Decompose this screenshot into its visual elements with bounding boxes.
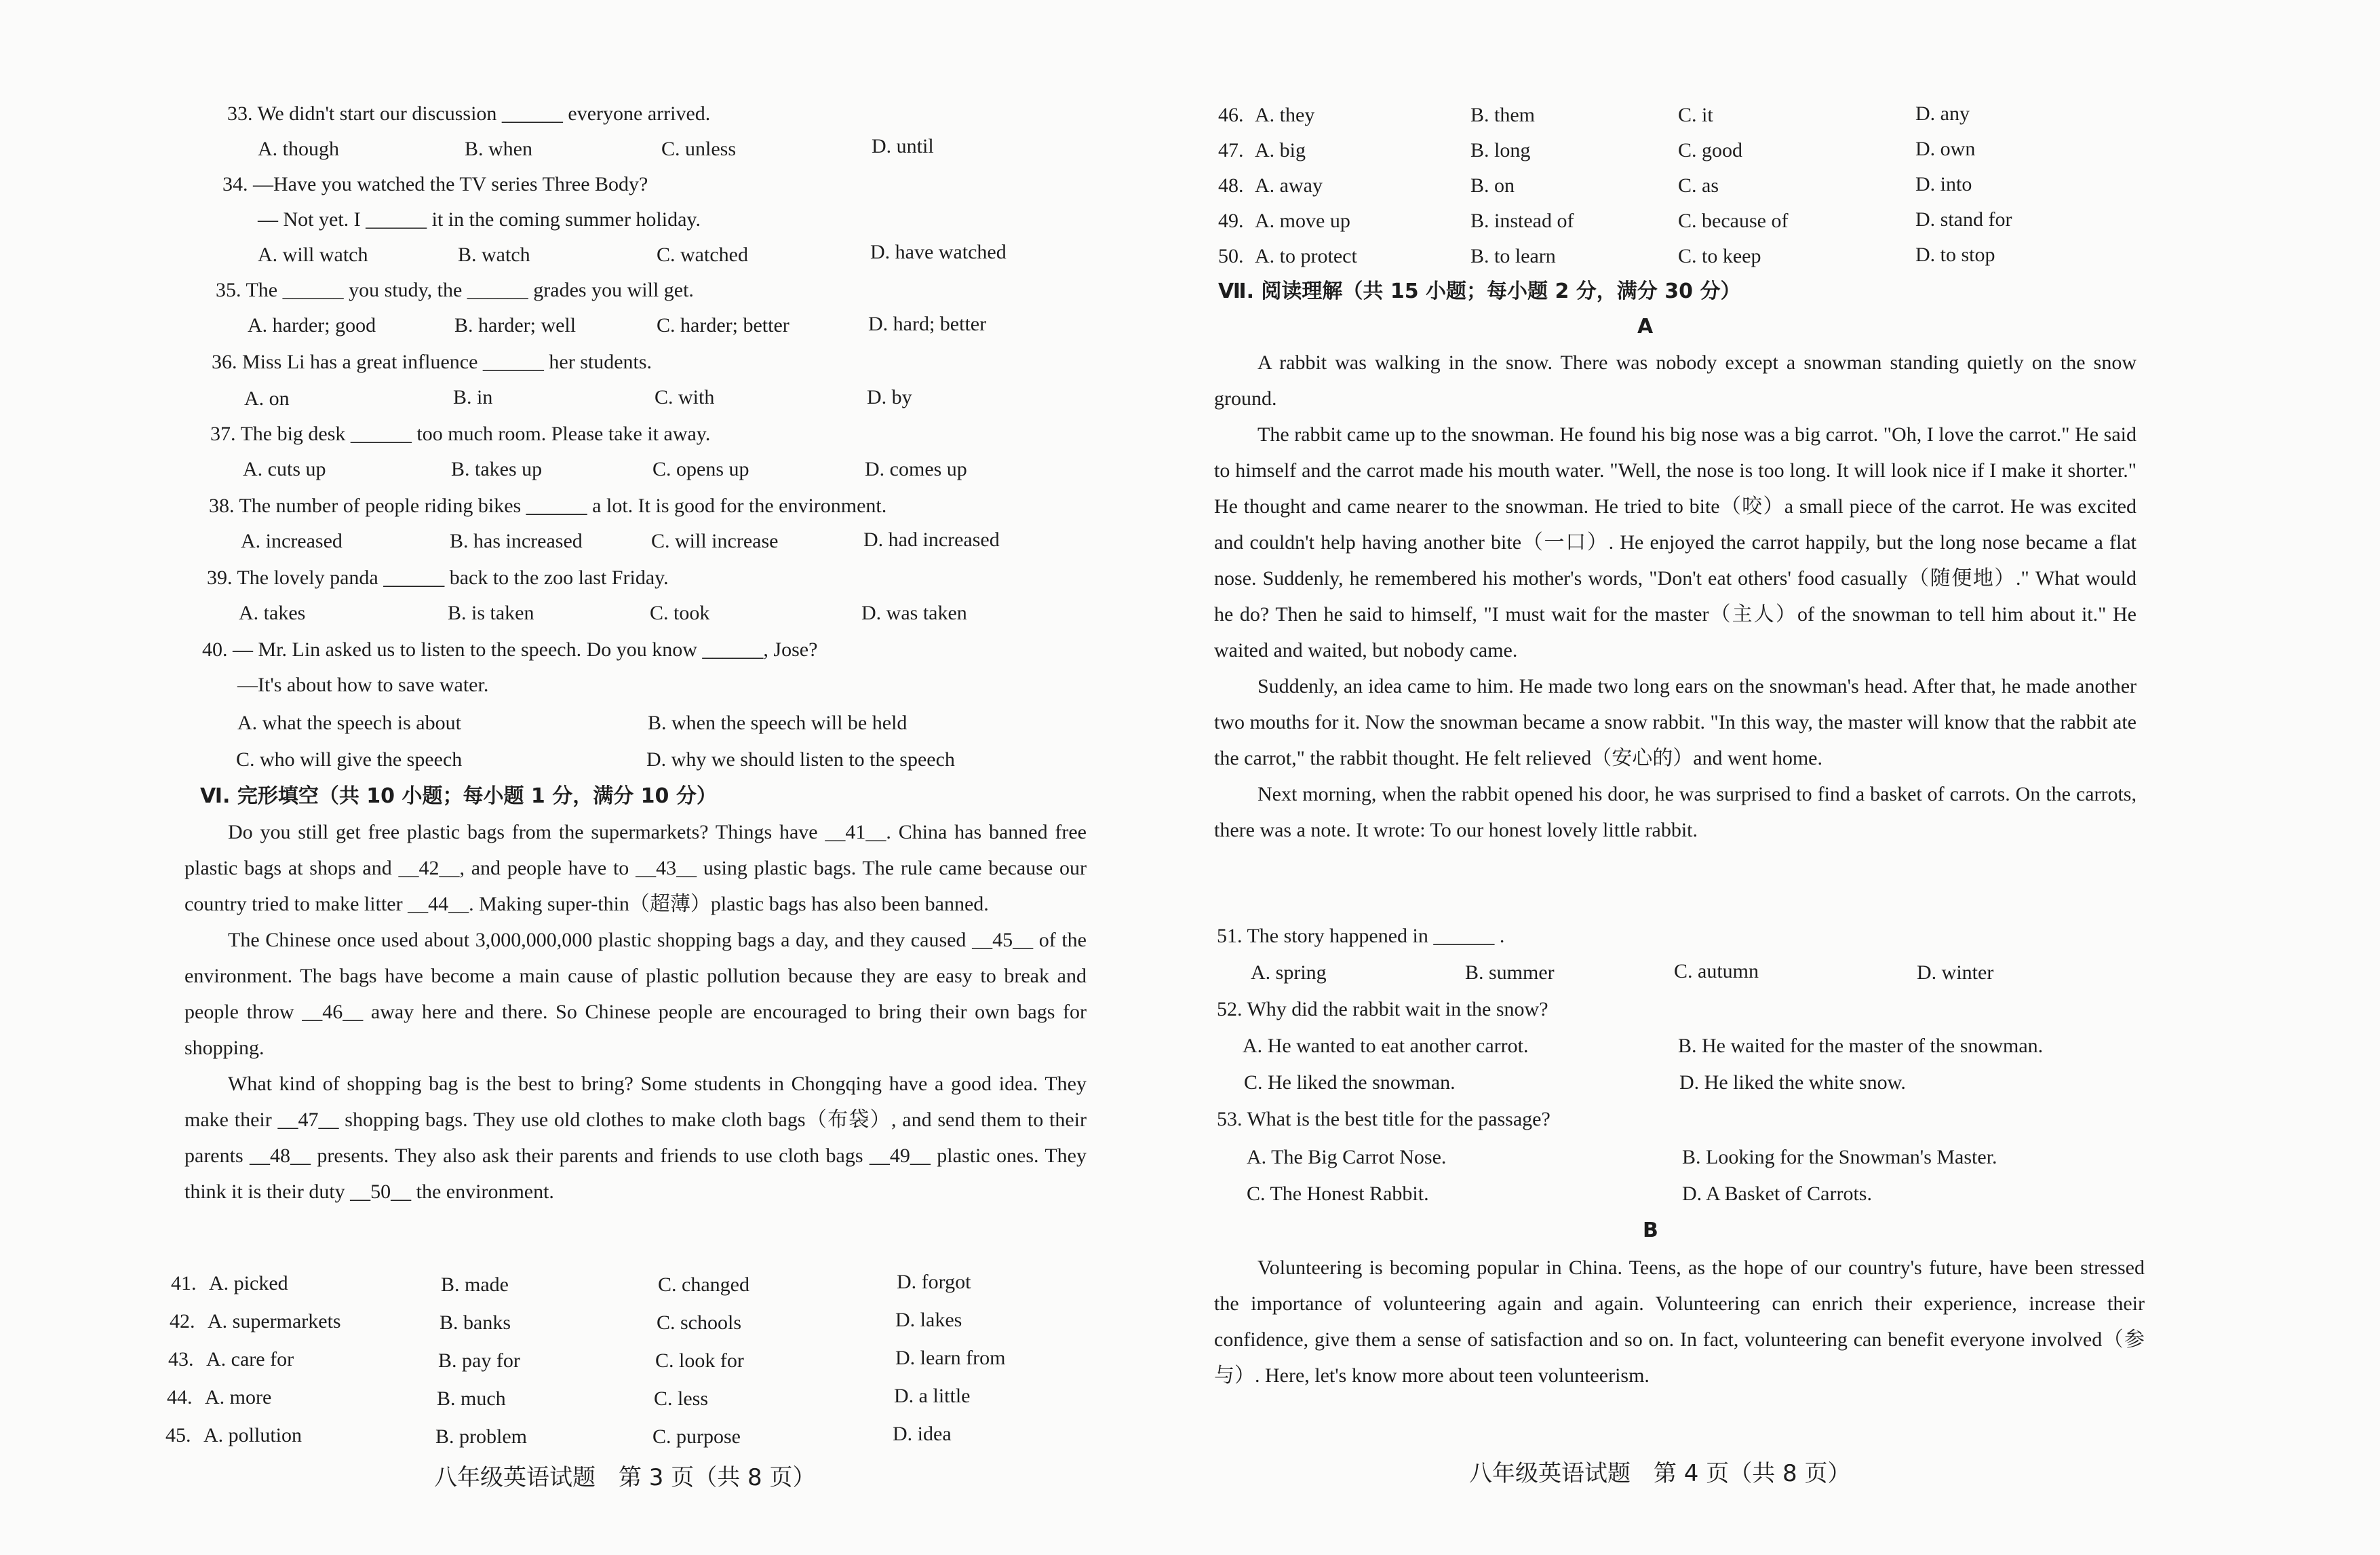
q43-number: 43.	[168, 1348, 194, 1370]
q50-option-a: A. to protect	[1255, 245, 1357, 267]
q42-option-d: D. lakes	[895, 1309, 962, 1331]
q43-option-b: B. pay for	[438, 1349, 520, 1372]
q47-option-a: A. big	[1255, 139, 1306, 161]
q47-option-c: C. good	[1678, 139, 1743, 161]
q51-option-a: A. spring	[1251, 961, 1327, 984]
q40-option-a: A. what the speech is about	[237, 712, 461, 734]
q37-option-c: C. opens up	[652, 458, 749, 480]
q45-option-b: B. problem	[435, 1425, 527, 1448]
q33-option-a: A. though	[258, 138, 339, 160]
q40-option-c: C. who will give the speech	[236, 748, 463, 771]
q45-number: 45.	[165, 1424, 191, 1446]
q52-option-b: B. He waited for the master of the snowman.	[1678, 1035, 2044, 1057]
q48-option-d: D. into	[1915, 173, 1972, 195]
q41-option-a: A. picked	[209, 1272, 288, 1294]
q33-option-b: B. when	[465, 138, 532, 160]
page-3-footer: 八年级英语试题 第 3 页（共 8 页）	[434, 1464, 816, 1491]
cloze-passage	[184, 814, 1087, 1210]
q48-option-b: B. on	[1470, 174, 1515, 197]
q34-option-b: B. watch	[458, 244, 530, 266]
q41-number: 41.	[171, 1272, 197, 1294]
q44-option-a: A. more	[205, 1386, 272, 1408]
q38-stem: 38. The number of people riding bikes ______ a lot. It is good for the environment.	[209, 495, 887, 517]
q51-option-b: B. summer	[1465, 961, 1555, 984]
q42-number: 42.	[170, 1310, 195, 1332]
q41-option-c: C. changed	[658, 1273, 749, 1296]
q46-option-b: B. them	[1470, 104, 1535, 126]
section-cloze-heading: Ⅵ. 完形填空（共 10 小题；每小题 1 分，满分 10 分）	[200, 784, 717, 808]
q35-stem: 35. The ______ you study, the ______ grades you will get.	[216, 279, 694, 301]
q36-stem: 36. Miss Li has a great influence ______ her students.	[212, 351, 652, 373]
q45-option-d: D. idea	[893, 1423, 952, 1445]
q40-option-b: B. when the speech will be held	[648, 712, 908, 734]
q49-option-d: D. stand for	[1915, 208, 2012, 231]
q43-option-a: A. care for	[206, 1348, 294, 1370]
q46-option-a: A. they	[1255, 104, 1315, 126]
cloze-paragraph-3: What kind of shopping bag is the best to bring? Some students in Chongqing have a good idea. They make their __47__ shopping bags. They use old clothes to make cloth bags（布袋）, and send them to their parents __48__ presents. They also ask their parents and friends to use cloth bags __49__ plastic ones. They think it is their duty __50__ the environment.	[184, 1073, 1087, 1203]
passage-a-paragraph-3: Suddenly, an idea came to him. He made two long ears on the snowman's head. After that, he made another two mouths for it. Now the snowman became a snow rabbit. "In this way, the master will know that the rabbit ate the carrot," the rabbit thought. He felt relieved（安心的）and went home.	[1214, 675, 2137, 769]
q42-option-a: A. supermarkets	[208, 1310, 341, 1332]
passage-a-paragraph-2: The rabbit came up to the snowman. He found his big nose was a big carrot. "Oh, I love the carrot." He said to himself and the carrot made his mouth water. "Well, the nose is too long. It will look nice if I make it shorter." He thought and came nearer to the snowman. He tried to bite（咬）a small piece of the carrot. He was excited and couldn't help having another bite（一口）. He enjoyed the carrot happily, but the long nose became a flat nose. Suddenly, he remembered his mother's words, "Don't eat others' food casually（随便地）." What would he do? Then he said to himself, "I must wait for the master（主人）of the snowman to tell him about it." He waited and waited, but nobody came.	[1214, 423, 2137, 661]
passage-a-paragraph-4: Next morning, when the rabbit opened his door, he was surprised to find a basket of carrots. On the carrots, there was a note. It wrote: To our honest lovely little rabbit.	[1214, 783, 2137, 841]
q36-option-d: D. by	[867, 386, 912, 408]
q40-stem: 40. — Mr. Lin asked us to listen to the speech. Do you know ______, Jose?	[202, 638, 818, 661]
q50-number: 50.	[1218, 245, 1244, 267]
q43-option-d: D. learn from	[895, 1347, 1006, 1369]
q36-option-b: B. in	[453, 386, 493, 408]
q33-option-d: D. until	[872, 135, 934, 157]
q33-stem: 33. We didn't start our discussion ______ everyone arrived.	[227, 102, 711, 125]
q43-option-c: C. look for	[655, 1349, 744, 1372]
passage-b-label: B	[1643, 1218, 1658, 1242]
q52-option-d: D. He liked the white snow.	[1679, 1071, 1906, 1094]
q39-option-c: C. took	[650, 602, 710, 624]
q34-option-d: D. have watched	[870, 241, 1007, 263]
q37-option-b: B. takes up	[451, 458, 543, 480]
q42-option-c: C. schools	[657, 1311, 742, 1334]
q52-option-a: A. He wanted to eat another carrot.	[1243, 1035, 1529, 1057]
q50-option-c: C. to keep	[1678, 245, 1761, 267]
q53-option-c: C. The Honest Rabbit.	[1247, 1183, 1429, 1205]
q35-option-c: C. harder; better	[657, 314, 789, 337]
passage-b-paragraph-1: Volunteering is becoming popular in China. Teens, as the hope of our country's future, have been stressed the importance of volunteering again and again. Volunteering can enrich their experience, increase their confidence, give them a sense of satisfaction and so on. In fact, volunteering can benefit everyone involved（参与）. Here, let's know more about teen volunteerism.	[1214, 1256, 2145, 1387]
q46-number: 46.	[1218, 104, 1244, 126]
q44-option-b: B. much	[437, 1387, 506, 1410]
q53-option-b: B. Looking for the Snowman's Master.	[1682, 1146, 1997, 1168]
q38-option-a: A. increased	[241, 530, 343, 552]
q34-stem: 34. —Have you watched the TV series Three Body?	[222, 173, 648, 195]
passage-a	[1214, 345, 2137, 848]
q49-number: 49.	[1218, 210, 1244, 232]
q47-option-d: D. own	[1915, 138, 1976, 160]
q41-option-d: D. forgot	[897, 1271, 971, 1293]
q50-option-b: B. to learn	[1470, 245, 1556, 267]
q38-option-c: C. will increase	[651, 530, 779, 552]
cloze-paragraph-1: Do you still get free plastic bags from the supermarkets? Things have __41__. China has banned free plastic bags at shops and __42__, and people have to __43__ using plastic bags. The rule came because our country tried to make litter __44__. Making super-thin（超薄）plastic bags has also been banned.	[184, 821, 1087, 915]
q34-stem-reply: — Not yet. I ______ it in the coming summer holiday.	[258, 208, 701, 231]
q34-option-a: A. will watch	[258, 244, 368, 266]
q40-stem-reply: —It's about how to save water.	[237, 674, 489, 696]
q39-stem: 39. The lovely panda ______ back to the zoo last Friday.	[207, 567, 669, 589]
q38-option-d: D. had increased	[863, 529, 1000, 551]
q38-option-b: B. has increased	[450, 530, 583, 552]
q44-option-c: C. less	[654, 1387, 709, 1410]
q47-number: 47.	[1218, 139, 1244, 161]
q41-option-b: B. made	[441, 1273, 509, 1296]
q35-option-a: A. harder; good	[248, 314, 376, 337]
q37-option-a: A. cuts up	[243, 458, 326, 480]
section-reading-heading: Ⅶ. 阅读理解（共 15 小题；每小题 2 分，满分 30 分）	[1218, 280, 1741, 303]
q51-option-c: C. autumn	[1674, 960, 1759, 982]
q39-option-b: B. is taken	[448, 602, 534, 624]
q37-stem: 37. The big desk ______ too much room. Please take it away.	[210, 423, 711, 445]
q48-option-c: C. as	[1678, 174, 1719, 197]
passage-a-paragraph-1: A rabbit was walking in the snow. There was nobody except a snowman standing quietly on the snow ground.	[1214, 351, 2137, 410]
q52-stem: 52. Why did the rabbit wait in the snow?	[1217, 998, 1548, 1020]
q50-option-d: D. to stop	[1915, 244, 1995, 266]
cloze-paragraph-2: The Chinese once used about 3,000,000,000 plastic shopping bags a day, and they caused __45__ of the environment. The bags have become a main cause of plastic pollution because they are easy to break and people throw __46__ away here and there. So Chinese people are encouraged to bring their own bags for shopping.	[184, 929, 1087, 1059]
q35-option-d: D. hard; better	[868, 313, 987, 335]
q48-option-a: A. away	[1255, 174, 1323, 197]
q46-option-c: C. it	[1678, 104, 1713, 126]
q36-option-c: C. with	[655, 386, 715, 408]
q42-option-b: B. banks	[440, 1311, 511, 1334]
q40-option-d: D. why we should listen to the speech	[646, 748, 955, 771]
q53-stem: 53. What is the best title for the passage?	[1217, 1108, 1550, 1130]
q39-option-a: A. takes	[239, 602, 306, 624]
q48-number: 48.	[1218, 174, 1244, 197]
q53-option-a: A. The Big Carrot Nose.	[1247, 1146, 1447, 1168]
q51-stem: 51. The story happened in ______ .	[1217, 925, 1505, 947]
q37-option-d: D. comes up	[865, 458, 967, 480]
q39-option-d: D. was taken	[861, 602, 967, 624]
q46-option-d: D. any	[1915, 102, 1970, 125]
passage-a-label: A	[1637, 315, 1654, 339]
q35-option-b: B. harder; well	[454, 314, 577, 337]
q45-option-a: A. pollution	[203, 1424, 303, 1446]
q52-option-c: C. He liked the snowman.	[1244, 1071, 1456, 1094]
q49-option-a: A. move up	[1255, 210, 1350, 232]
q36-option-a: A. on	[244, 387, 290, 410]
q47-option-b: B. long	[1470, 139, 1531, 161]
q45-option-c: C. purpose	[652, 1425, 741, 1448]
q33-option-c: C. unless	[661, 138, 737, 160]
q44-option-d: D. a little	[894, 1385, 971, 1407]
q49-option-c: C. because of	[1678, 210, 1789, 232]
q34-option-c: C. watched	[657, 244, 748, 266]
q53-option-d: D. A Basket of Carrots.	[1682, 1183, 1872, 1205]
q44-number: 44.	[167, 1386, 193, 1408]
page-4-footer: 八年级英语试题 第 4 页（共 8 页）	[1469, 1460, 1851, 1487]
passage-b	[1214, 1250, 2145, 1394]
q51-option-d: D. winter	[1917, 961, 1994, 984]
q49-option-b: B. instead of	[1470, 210, 1574, 232]
page-4	[1190, 0, 2380, 1555]
